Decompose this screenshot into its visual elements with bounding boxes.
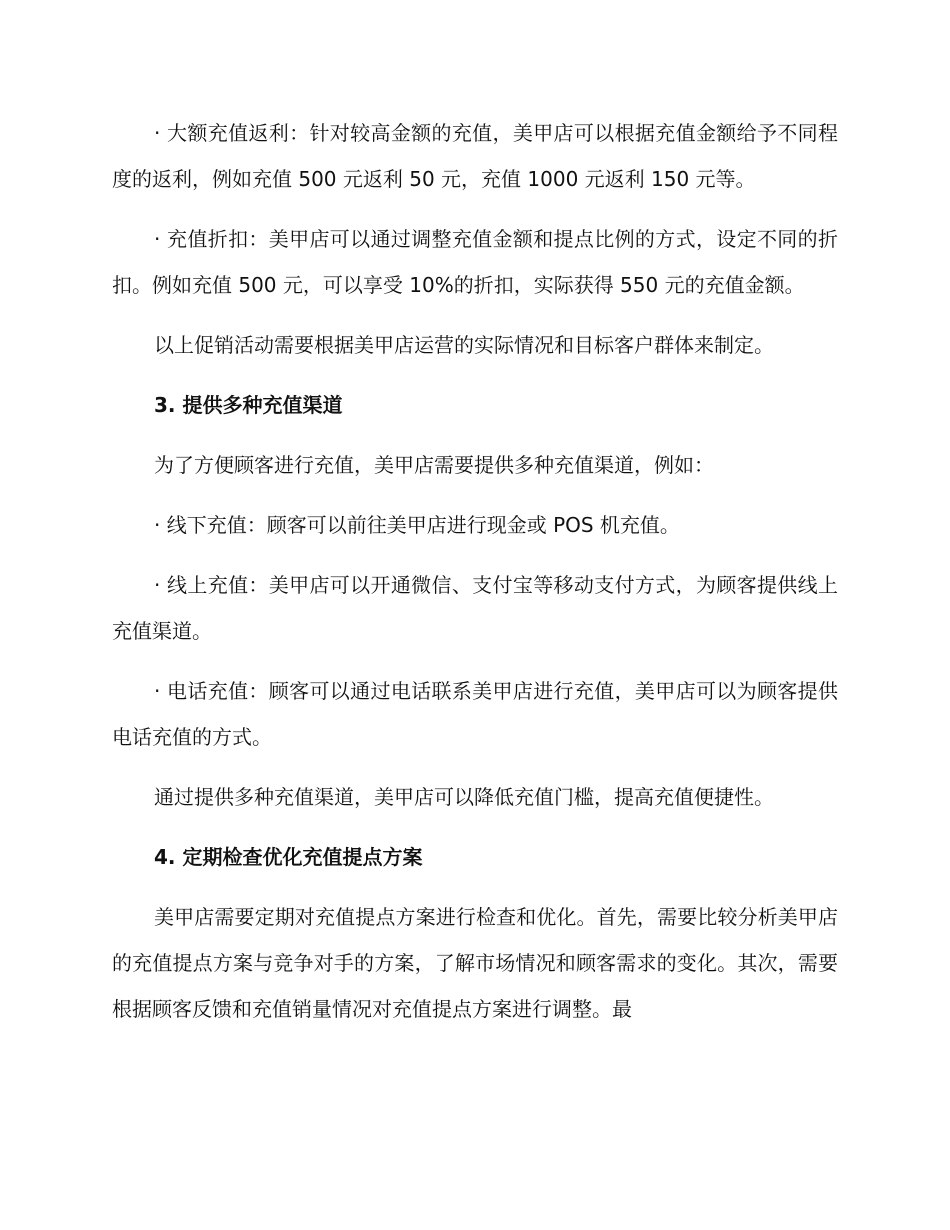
paragraph-channels-intro: 为了方便顾客进行充值，美甲店需要提供多种充值渠道，例如： — [154, 453, 714, 477]
paragraph-online-recharge: · 线上充值：美甲店可以开通微信、支付宝等移动支付方式，为顾客提供线上充值渠道。 — [112, 573, 838, 643]
paragraph-phone-recharge: · 电话充值：顾客可以通过电话联系美甲店进行充值，美甲店可以为顾客提供电话充值的方式。 — [112, 679, 838, 749]
section-heading-4: 4. 定期检查优化充值提点方案 — [154, 845, 423, 869]
section-heading-3: 3. 提供多种充值渠道 — [154, 393, 343, 417]
document-body — [112, 110, 838, 1046]
paragraph-channels-summary: 通过提供多种充值渠道，美甲店可以降低充值门槛，提高充值便捷性。 — [154, 785, 774, 809]
paragraph-offline-recharge: · 线下充值：顾客可以前往美甲店进行现金或 POS 机充值。 — [154, 513, 680, 537]
paragraph-recharge-discount: · 充值折扣：美甲店可以通过调整充值金额和提点比例的方式，设定不同的折扣。例如充值 500 元，可以享受 10%的折扣，实际获得 550 元的充值金额。 — [112, 227, 838, 297]
paragraph-periodic-review: 美甲店需要定期对充值提点方案进行检查和优化。首先，需要比较分析美甲店的充值提点方案与竞争对手的方案，了解市场情况和顾客需求的变化。其次，需要根据顾客反馈和充值销量情况对充值提点方案进行调整。最 — [112, 905, 838, 1021]
paragraph-promotion-summary: 以上促销活动需要根据美甲店运营的实际情况和目标客户群体来制定。 — [154, 333, 774, 357]
paragraph-bulk-recharge-rebate: · 大额充值返利：针对较高金额的充值，美甲店可以根据充值金额给予不同程度的返利，例如充值 500 元返利 50 元，充值 1000 元返利 150 元等。 — [112, 121, 838, 191]
